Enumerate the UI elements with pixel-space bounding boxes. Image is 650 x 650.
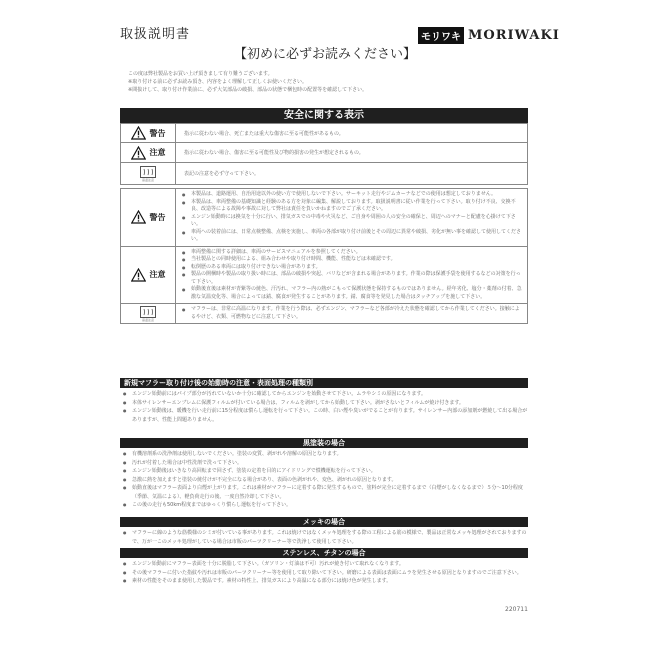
warning-triangle-icon xyxy=(131,146,146,160)
list-item: ● 有機溶剤系の洗浄剤は使用しないでください。塗装の変質、剥がれや溶解の原因となります。 xyxy=(120,450,528,459)
list-item: ● 車両への装着前には、日常点検整備、点検を実施し、車両の各部が取り付け前後とその周辺に異常や破損、劣化が無い事を確認して使用してください。 xyxy=(182,229,523,244)
list-item: ● 本製品は、道路運用、自治用途以外の使い方で使用しないで下さい。サーキット走行やジムカーナなどでの使用は想定しておりません。 xyxy=(182,191,523,199)
list-item: ● マフラーは、非常に高温になります。作業を行う際は、必ずエンジン、マフラーなど各部が冷えた状態を確認してから作業してください。接触によるやけど、衣類、可燃物などに注意して下さい。 xyxy=(182,306,523,321)
plating-header: メッキの場合 xyxy=(120,517,528,527)
list-item: ● この後の走行も50km程度まではゆっくり慣らし運転を行って下さい。 xyxy=(120,501,528,510)
list-item: ● エンジン始動後はいきなり高回転まで回さず、塗装の定着を目的にアイドリングで慣機運転を行って下さい。 xyxy=(120,467,528,476)
list-item: ● 当社製品との同時使用による、組み合わせや取り付け時間、機能、性能などは未確認です。 xyxy=(182,256,523,264)
hot-surface-caption: 高温注意 xyxy=(141,177,154,182)
safety-detail-table xyxy=(120,188,528,324)
list-item: ● 急激に熱を加えますと塗装の焼付けが不完全になる場合があり、表面の色剥がれや、変色、剥がれの原因となります。 xyxy=(120,476,528,485)
legend-text-warning: 指示に従わない場合、死亡または重大な傷害に至る可能性があるもの。 xyxy=(176,124,528,143)
intro-text xyxy=(128,70,367,94)
hot-surface-icon xyxy=(121,166,175,182)
list-item: ● エンジン始動前にマフラー表面を十分に脱脂して下さい。（ガソリン・灯油は不可）汚れが焼き付いて取れなくなります。 xyxy=(120,560,528,569)
detail-row-caution xyxy=(121,246,528,304)
list-item: ● 始動直後はマフラー表面より白煙が上がります。これは素材がマフラーに定着する際に発生するもので、塗料が完全に定着するまで（白煙がしなくなるまで）５分〜10分程度（季節、気温による）、軽負荷走行の後、一度自然冷却して下さい。 xyxy=(120,484,528,501)
safety-legend-table xyxy=(120,123,528,185)
page-subtitle: 【初めに必ずお読みください】 xyxy=(233,47,416,62)
list-item: ● 素材の性能をそのまま使用した製品です。素材の特性上、排気ガスにより高温になる部分には焼け色が発生します。 xyxy=(120,577,528,586)
black-coating-header: 黒塗装の場合 xyxy=(120,438,528,448)
list-item: ● エンジン始動前にはパイプ部分が汚れていないか十分に確認してからエンジンを始動させて下さい。ムラやシミの原因になります。 xyxy=(120,390,528,399)
hot-surface-icon xyxy=(121,306,175,322)
warning-triangle-icon xyxy=(131,268,146,282)
detail-label-warning: 警告 xyxy=(149,212,166,222)
list-item: ● 汚れが付着した場合は中性洗剤で洗って下さい。 xyxy=(120,459,528,468)
legend-text-hot: 表記の注意を必ず守って下さい。 xyxy=(176,163,528,185)
logo-kana: モリワキ xyxy=(418,27,464,44)
legend-row-caution xyxy=(121,143,528,163)
intro-line: ※間抜けして、取り付け作業前に、必ず大気部品の破損、部品の状態で梱包時の配置等を確認して下さい。 xyxy=(128,87,368,93)
caution-list xyxy=(176,247,527,304)
document-code: 220711 xyxy=(505,606,528,613)
legend-row-warning xyxy=(121,124,528,143)
legend-label-caution: 注意 xyxy=(149,148,166,157)
safety-section-header: 安全に関する表示 xyxy=(120,108,528,123)
brand-logo xyxy=(418,27,560,44)
plating-list xyxy=(120,529,528,546)
list-item: ● 車両整備に関する詳細は、車両のサービスマニュアルを参照してください。 xyxy=(182,249,523,257)
warning-triangle-icon xyxy=(131,126,146,140)
hot-surface-caption: 高温注意 xyxy=(141,317,154,322)
black-coating-list xyxy=(120,450,528,510)
legend-text-caution: 指示に従わない場合、傷害に至る可能性及び物的損害の発生が想定されるもの。 xyxy=(176,143,528,163)
stainless-list xyxy=(120,560,528,586)
logo-text: MORIWAKI xyxy=(468,28,560,43)
detail-label-caution: 注意 xyxy=(149,270,166,280)
warning-list xyxy=(176,189,527,246)
intro-line: この度は弊社製品をお買い上げ頂きまして有り難うございます。 xyxy=(128,71,273,77)
new-muffler-header: 新規マフラー取り付け後の始動時の注意・表面処理の種類別 xyxy=(120,378,528,388)
list-item: ● エンジン始動時には換気を十分に行い、排気ガスでの中毒や火災など、ご自身や周囲の人の安全の確保と、周辺へのマナーと配慮を心掛けて下さい。 xyxy=(182,214,523,229)
page-title: 取扱説明書 xyxy=(120,27,191,42)
hot-list xyxy=(176,304,527,323)
detail-row-warning xyxy=(121,189,528,247)
list-item: ● エンジン始動後は、暖機を行い走行前に15分程度は慣らし運転を行って下さい。この時、白い煙や臭いがでることが有ります。サイレンサー内部の添加剤が燃焼して出る場合がありますが、性能上問題ありません。 xyxy=(120,407,528,424)
intro-line: ※取り付ける前に必ずお読み頂き、内容をよく理解して正しくお使いください。 xyxy=(128,79,307,85)
list-item: ● 本体サイレンサーエンブレムに保護フィルムが付いている場合は、フィルムを剥がしてから始動して下さい。剥がさないとフィルムが焼け付きます。 xyxy=(120,399,528,408)
warning-triangle-icon xyxy=(131,210,146,224)
list-item: ● その後マフラーに付いた指紋や汚れは市販のパーツクリーナー等を使用して取り除いて下さい。研磨による表面は表面にムラを発生させる原因となりますのでご注意下さい。 xyxy=(120,569,528,578)
legend-label-warning: 警告 xyxy=(149,128,166,138)
list-item: ● 始動後直後は素材が青紫等の焼色、汗汚れ、マフラー内の熱がこもって保護状態を保持するものではありません。経年劣化、塩分・薬剤の付着、急激な気温変化等、場合によっては錆、腐食が発生することがあります。錆、腐食等を発見した場合はタッチアップを施して下さい。 xyxy=(182,286,523,301)
new-muffler-list xyxy=(120,390,528,424)
list-item: ● 製品の開梱時や製品の取り扱い時には、部品の破損や突起、バリなどが含まれる場合があります。作業の際は保護手袋を使用するなどの対策を行って下さい。 xyxy=(182,271,523,286)
list-item: ● マフラーに線のような筋模様のシミが付いている事があります。これは焼けではなくメッキ処理をする際の工程による筋の模様で、製品は正常なメッキ処理がされておりますので、万が一このメッキ処理がしている場合は市販のパーツクリーナー等で洗浄して使用して下さい。 xyxy=(120,529,528,546)
list-item: ● 転倒歴のある車両には取り付けできない場合があります。 xyxy=(182,264,523,272)
legend-row-hot xyxy=(121,163,528,185)
detail-row-hot xyxy=(121,304,528,324)
stainless-header: ステンレス、チタンの場合 xyxy=(120,548,528,558)
list-item: ● 本製品は、車両整備の基礎知識と経験のある方を対象に編集、解説しております。取扱説明書に従い作業を行って下さい。取り付け不良、交換不良、改造等による故障や事故に対して弊社は責任を負いかねますのでご了承ください。 xyxy=(182,199,523,214)
